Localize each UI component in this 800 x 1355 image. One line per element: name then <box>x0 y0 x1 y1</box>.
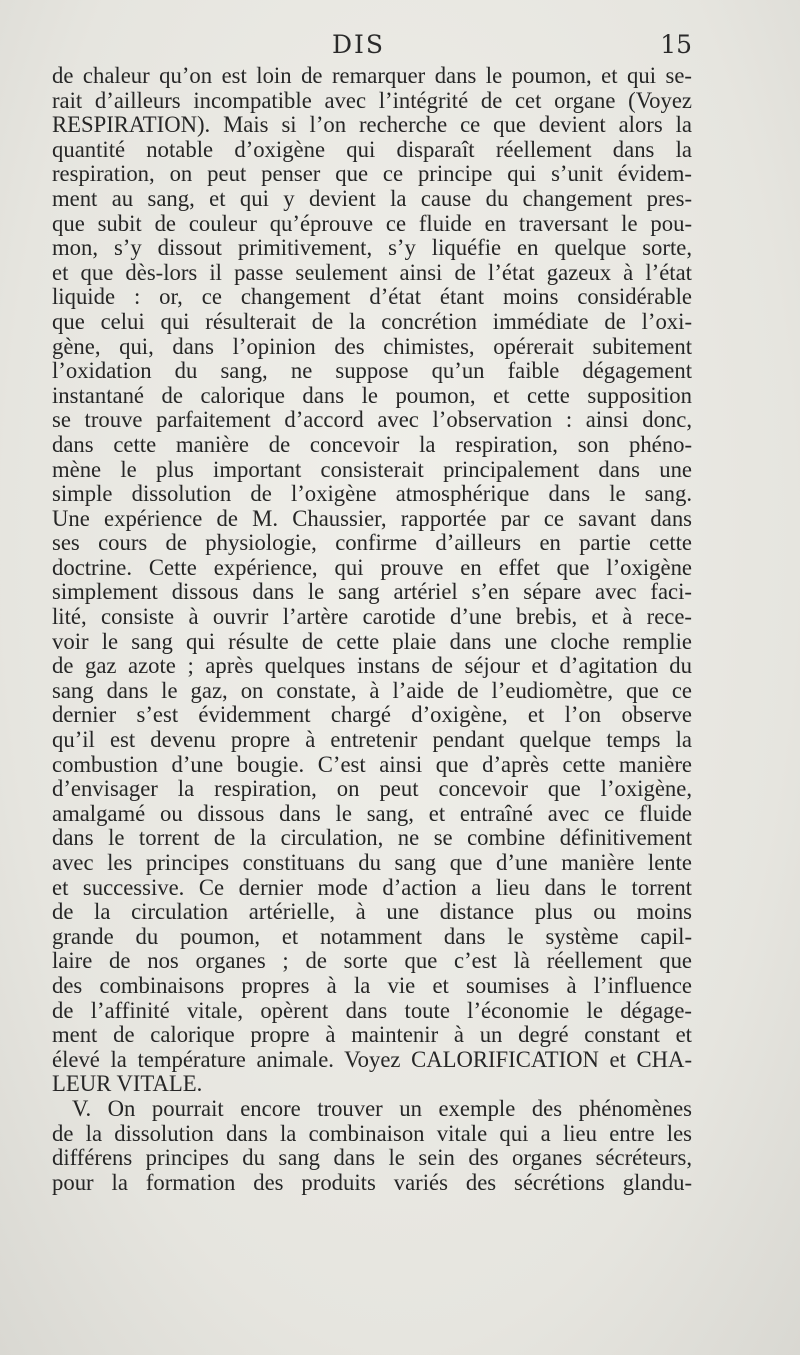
text-line: de chaleur qu’on est loin de remarquer dans le poumon, et qui se- <box>52 63 692 88</box>
text-line: et successive. Ce dernier mode d’action a lieu dans le torrent <box>52 874 692 900</box>
text-line: dernier s’est évidemment chargé d’oxigène, et l’on observe <box>52 702 692 728</box>
text-line: quantité notable d’oxigène qui disparaît réellement dans la <box>52 136 692 162</box>
text-line: doctrine. Cette expérience, qui prouve en effet que l’oxigène <box>52 554 692 580</box>
text-line: respiration, on peut penser que ce principe qui s’unit évidem- <box>52 161 692 187</box>
text-line: gène, qui, dans l’opinion des chimistes, opérerait subitement <box>52 333 692 359</box>
text-line: de la dissolution dans la combinaison vitale qui a lieu entre les <box>52 1120 692 1146</box>
text-line: simplement dissous dans le sang artériel s’en sépare avec faci- <box>52 579 692 605</box>
text-line: amalgamé ou dissous dans le sang, et entraîné avec ce fluide <box>52 800 692 826</box>
text-line: que subit de couleur qu’éprouve ce fluide en traversant le pou- <box>52 210 692 236</box>
text-line: sang dans le gaz, on constate, à l’aide de l’eudiomètre, que ce <box>52 677 692 703</box>
text-line: grande du poumon, et notamment dans le système capil- <box>52 923 692 949</box>
paragraph-2 <box>52 1097 692 1195</box>
page-number: 15 <box>660 30 692 59</box>
text-line: mon, s’y dissout primitivement, s’y liquéfie en quelque sorte, <box>52 235 692 261</box>
text-line: l’oxidation du sang, ne suppose qu’un faible dégagement <box>52 358 692 384</box>
text-line: instantané de calorique dans le poumon, et cette supposition <box>52 382 692 408</box>
paragraph-1 <box>52 64 692 1097</box>
text-line: avec les principes constituans du sang que d’une manière lente <box>52 850 692 875</box>
text-line: des combinaisons propres à la vie et soumises à l’influence <box>52 972 692 998</box>
text-line: Une expérience de M. Chaussier, rapportée par ce savant dans <box>52 505 692 531</box>
text-line: que celui qui résulterait de la concrétion immédiate de l’oxi- <box>52 308 692 334</box>
text-line: de l’affinité vitale, opèrent dans toute l’économie le dégage- <box>52 997 692 1023</box>
text-line: LEUR VITALE. <box>52 1071 203 1097</box>
body-text <box>52 64 692 1195</box>
text-line: simple dissolution de l’oxigène atmosphérique dans le sang. <box>52 481 692 507</box>
running-head-title: DIS <box>332 30 386 59</box>
text-line: dans cette manière de concevoir la respiration, son phéno- <box>52 431 692 457</box>
text-line: combustion d’une bougie. C’est ainsi que d’après cette manière <box>52 751 692 777</box>
text-line: RESPIRATION). Mais si l’on recherche ce que devient alors la <box>52 112 692 138</box>
text-line: se trouve parfaitement d’accord avec l’observation : ainsi donc, <box>52 407 692 433</box>
text-line: qu’il est devenu propre à entretenir pendant quelque temps la <box>52 727 692 753</box>
text-line: différens principes du sang dans le sein des organes sécréteurs, <box>52 1145 692 1171</box>
text-line: d’envisager la respiration, on peut concevoir que l’oxigène, <box>52 776 692 802</box>
text-line: élevé la température animale. Voyez CALORIFICATION et CHA- <box>52 1046 692 1072</box>
text-line: lité, consiste à ouvrir l’artère carotide d’une brebis, et à rece- <box>52 604 692 630</box>
text-line: et que dès-lors il passe seulement ainsi de l’état gazeux à l’état <box>52 259 692 285</box>
text-line: de gaz azote ; après quelques instans de séjour et d’agitation du <box>52 653 692 679</box>
text-line: rait d’ailleurs incompatible avec l’intégrité de cet organe (Voyez <box>52 87 692 113</box>
text-line: ment de calorique propre à maintenir à un degré constant et <box>52 1022 692 1048</box>
running-head <box>52 28 692 68</box>
text-line: liquide : or, ce changement d’état étant moins considérable <box>52 284 692 310</box>
text-line: ses cours de physiologie, confirme d’ailleurs en partie cette <box>52 530 692 556</box>
text-line: laire de nos organes ; de sorte que c’est là réellement que <box>52 948 692 974</box>
text-line: pour la formation des produits variés des sécrétions glandu- <box>52 1169 692 1195</box>
text-line: V. On pourrait encore trouver un exemple des phénomènes <box>72 1095 692 1121</box>
text-line: mène le plus important consisterait principalement dans une <box>52 456 692 482</box>
text-line: ment au sang, et qui y devient la cause du changement pres- <box>52 185 692 211</box>
text-line: voir le sang qui résulte de cette plaie dans une cloche remplie <box>52 628 692 654</box>
text-line: de la circulation artérielle, à une distance plus ou moins <box>52 899 692 925</box>
text-line: dans le torrent de la circulation, ne se combine définitivement <box>52 825 692 851</box>
